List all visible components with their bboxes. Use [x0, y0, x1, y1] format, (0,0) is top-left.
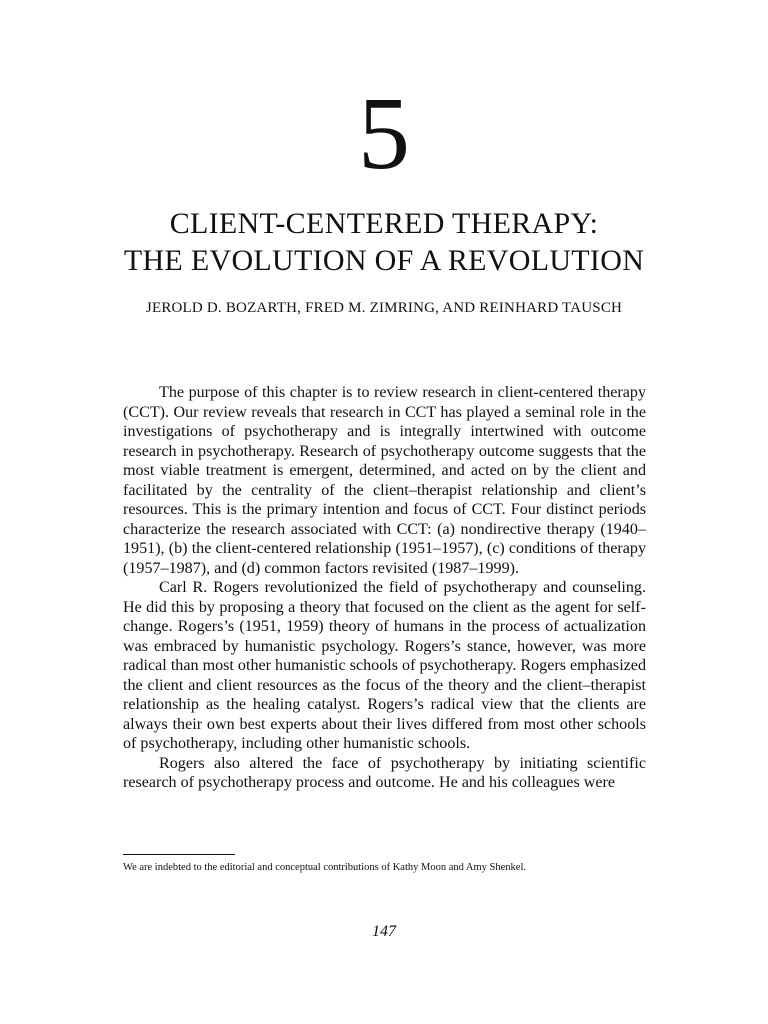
footnote: We are indebted to the editorial and conceptual contributions of Kathy Moon and Amy Shenkel. [123, 862, 527, 873]
page-number: 147 [372, 923, 396, 940]
chapter-title-line-2: THE EVOLUTION OF A REVOLUTION [123, 244, 645, 277]
footnote-divider [123, 854, 235, 855]
chapter-title [0, 205, 768, 279]
paragraph: Rogers also altered the face of psychotherapy by initiating scientific research of psychotherapy process and outcome. He and his colleagues were [123, 754, 646, 791]
chapter-number: 5 [358, 76, 410, 191]
chapter-title-line-1: CLIENT-CENTERED THERAPY: [169, 207, 599, 240]
body-text [123, 383, 646, 793]
chapter-authors: JEROLD D. BOZARTH, FRED M. ZIMRING, AND REINHARD TAUSCH [145, 300, 623, 316]
paragraph: The purpose of this chapter is to review research in client-centered therapy (CCT). Our review reveals that research in CCT has played a seminal role in the investigations of psychotherapy and is integrally intertwined with outcome research in psychotherapy. Research of psychotherapy outcome suggests that the most viable treatment is emergent, determined, and acted on by the client and facilitated by the centrality of the client–therapist relationship and client’s resources. This is the primary intention and focus of CCT. Four distinct periods characterize the research associated with CCT: (a) nondirective therapy (1940–1951), (b) the client-centered relationship (1951–1957), (c) conditions of therapy (1957–1987), and (d) common factors revisited (1987–1999). [123, 384, 646, 577]
paragraph: Carl R. Rogers revolutionized the field of psychotherapy and counseling. He did this by proposing a theory that focused on the client as the agent for self-change. Rogers’s (1951, 1959) theory of humans in the process of actualization was embraced by humanistic psychology. Rogers’s stance, however, was more radical than most other humanistic schools of psychotherapy. Rogers emphasized the client and client resources as the focus of the theory and the client–therapist relationship as the healing catalyst. Rogers’s radical view that the clients are always their own best experts about their lives differed from most other schools of psychotherapy, including other humanistic schools. [123, 579, 646, 752]
